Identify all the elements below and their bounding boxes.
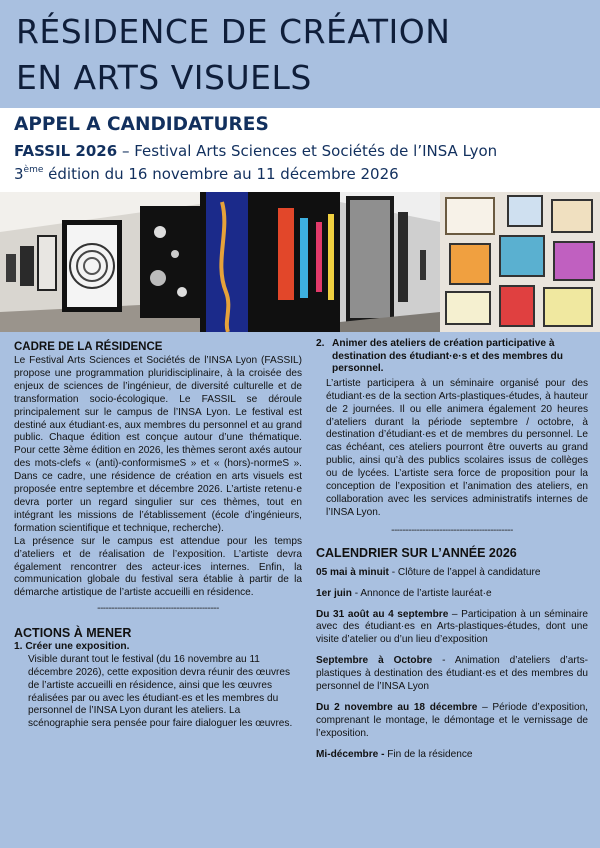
action-2-title: Animer des ateliers de création participative à destination des étudiant·e·s et des membres du personnel. — [332, 338, 563, 375]
calendar-desc-3: – Participation à un séminaire avec des étudiant·es en Arts-plastiques-études, dont une visite d’atelier ou d’un lieu d’exposition — [316, 608, 588, 646]
festival-line — [14, 142, 497, 160]
calendar-desc-1: - Clôture de l’appel à candidature — [388, 566, 541, 578]
action-2-heading — [316, 338, 588, 376]
edition-suffix: ème — [23, 165, 44, 175]
edition-number: 3 — [14, 165, 24, 183]
left-separator: ------------------------------------------- — [97, 604, 219, 615]
calendar-entry-6 — [316, 749, 588, 762]
right-separator: ------------------------------------------- — [391, 525, 513, 536]
action-2-number: 2. — [316, 338, 325, 349]
action-1-title: 1. Créer une exposition. — [14, 641, 130, 653]
edition-line — [14, 165, 399, 183]
main-title-line-2: EN ARTS VISUELS — [16, 58, 312, 97]
header-block — [0, 108, 600, 192]
calendar-date-4: Septembre à Octobre — [316, 655, 433, 667]
action-1-text: Visible durant tout le festival (du 16 novembre au 11 décembre 2026), cette exposition devra réunir des œuvres de l’artiste accueilli en résidence, ainsi que les œuvres réalisées par ou avec les étudiant·es et les membres du personnel de l’INSA Lyon durant les ateliers. La scénographie sera pensée pour faire dialoguer les œuvres. — [28, 653, 293, 730]
call-for-applications-heading: APPEL A CANDIDATURES — [14, 114, 269, 135]
exhibition-photo-strip — [0, 192, 600, 332]
exhibition-photos — [0, 192, 600, 332]
calendar-desc-5: – Période d’exposition, comprenant le montage, le démontage et le vernissage de l’exposition. — [316, 702, 588, 739]
right-column — [316, 332, 588, 762]
calendar-desc-2: - Annonce de l’artiste lauréat·e — [351, 587, 492, 599]
content-area — [0, 332, 600, 848]
calendar-date-6: Mi-décembre - — [316, 748, 385, 760]
festival-name: FASSIL 2026 — [14, 142, 118, 160]
action-2-text: L’artiste participera à un séminaire organisé pour des étudiant·es de la section Arts-plastiques-études, à hauteur de 2 journées. Il ou elle animera également 20 heures d’ateliers durant la période septembre / octobre, à destination d’étudiant·es et de membres du personnel. Le cas échéant, ces ateliers pourront être ouverts au grand public, ainsi qu’à des publics scolaires issus de collèges ou de lycées. L’artiste sera force de proposition pour la conception de l’exposition et l’animation des ateliers, en collaboration avec les services administratifs internes de l’INSA Lyon. — [326, 377, 588, 518]
calendar-entry-1 — [316, 567, 588, 580]
title-banner — [0, 0, 600, 108]
cadre-paragraph-1: Le Festival Arts Sciences et Sociétés de l’INSA Lyon (FASSIL) propose une programmation pluridisciplinaire, à la croisée des enjeux de sciences de l’ingénieur, de diversité culturelle et de transformation socio-écologique. Le FASSIL se déroule principalement sur le campus de l’INSA Lyon. Le festival est destiné aux étudiant·es, aux membres du personnel et au grand public. Chaque édition est conçue autour d’une thématique. Pour cette 3ème édition en 2026, les thèmes seront axés autour des mots-clefs « (anti)-conformismeS » et « (hors)-normeS ». Dans ce cadre, une résidence de création en arts visuels est proposée entre septembre et décembre 2026. L’artiste retenu·e devra porter un regard singulier sur ces thèmes, tout en intégrant les missions de l’établissement (école d’ingénieurs, formation scientifique et technique, recherche). — [14, 355, 302, 534]
edition-dates: édition du 16 novembre au 11 décembre 2026 — [43, 165, 399, 183]
calendar-date-2: 1er juin — [316, 587, 352, 599]
calendar-desc-6: Fin de la résidence — [384, 748, 473, 760]
calendar-entry-2 — [316, 588, 588, 601]
calendar-date-1: 05 mai à minuit — [316, 566, 389, 578]
calendar-entry-3 — [316, 609, 588, 648]
calendar-entry-4 — [316, 655, 588, 694]
calendar-date-3: Du 31 août au 4 septembre — [316, 608, 449, 620]
actions-heading: ACTIONS À MENER — [14, 626, 132, 641]
cadre-heading: CADRE DE LA RÉSIDENCE — [14, 341, 163, 353]
calendar-date-5: Du 2 novembre au 18 décembre — [316, 702, 478, 713]
cadre-paragraph-2: La présence sur le campus est attendue pour les temps d’ateliers et de réalisation de l’exposition. L’artiste devra également rencontrer des acteur·ices internes. Enfin, la communication globale du festival sera établie à partir de la démarche artistique de l’artiste accueilli en résidence. — [14, 535, 302, 599]
calendar-heading: CALENDRIER SUR L’ANNÉE 2026 — [316, 545, 517, 560]
left-column — [14, 332, 302, 731]
festival-description: – Festival Arts Sciences et Sociétés de l’INSA Lyon — [117, 142, 498, 160]
calendar-desc-4: - Animation d’ateliers d’arts-plastiques à destination des étudiant·es et des membres du personnel de l’INSA Lyon — [316, 655, 588, 693]
calendar-entry-5 — [316, 702, 588, 741]
main-title-line-1: RÉSIDENCE DE CRÉATION — [16, 12, 451, 51]
